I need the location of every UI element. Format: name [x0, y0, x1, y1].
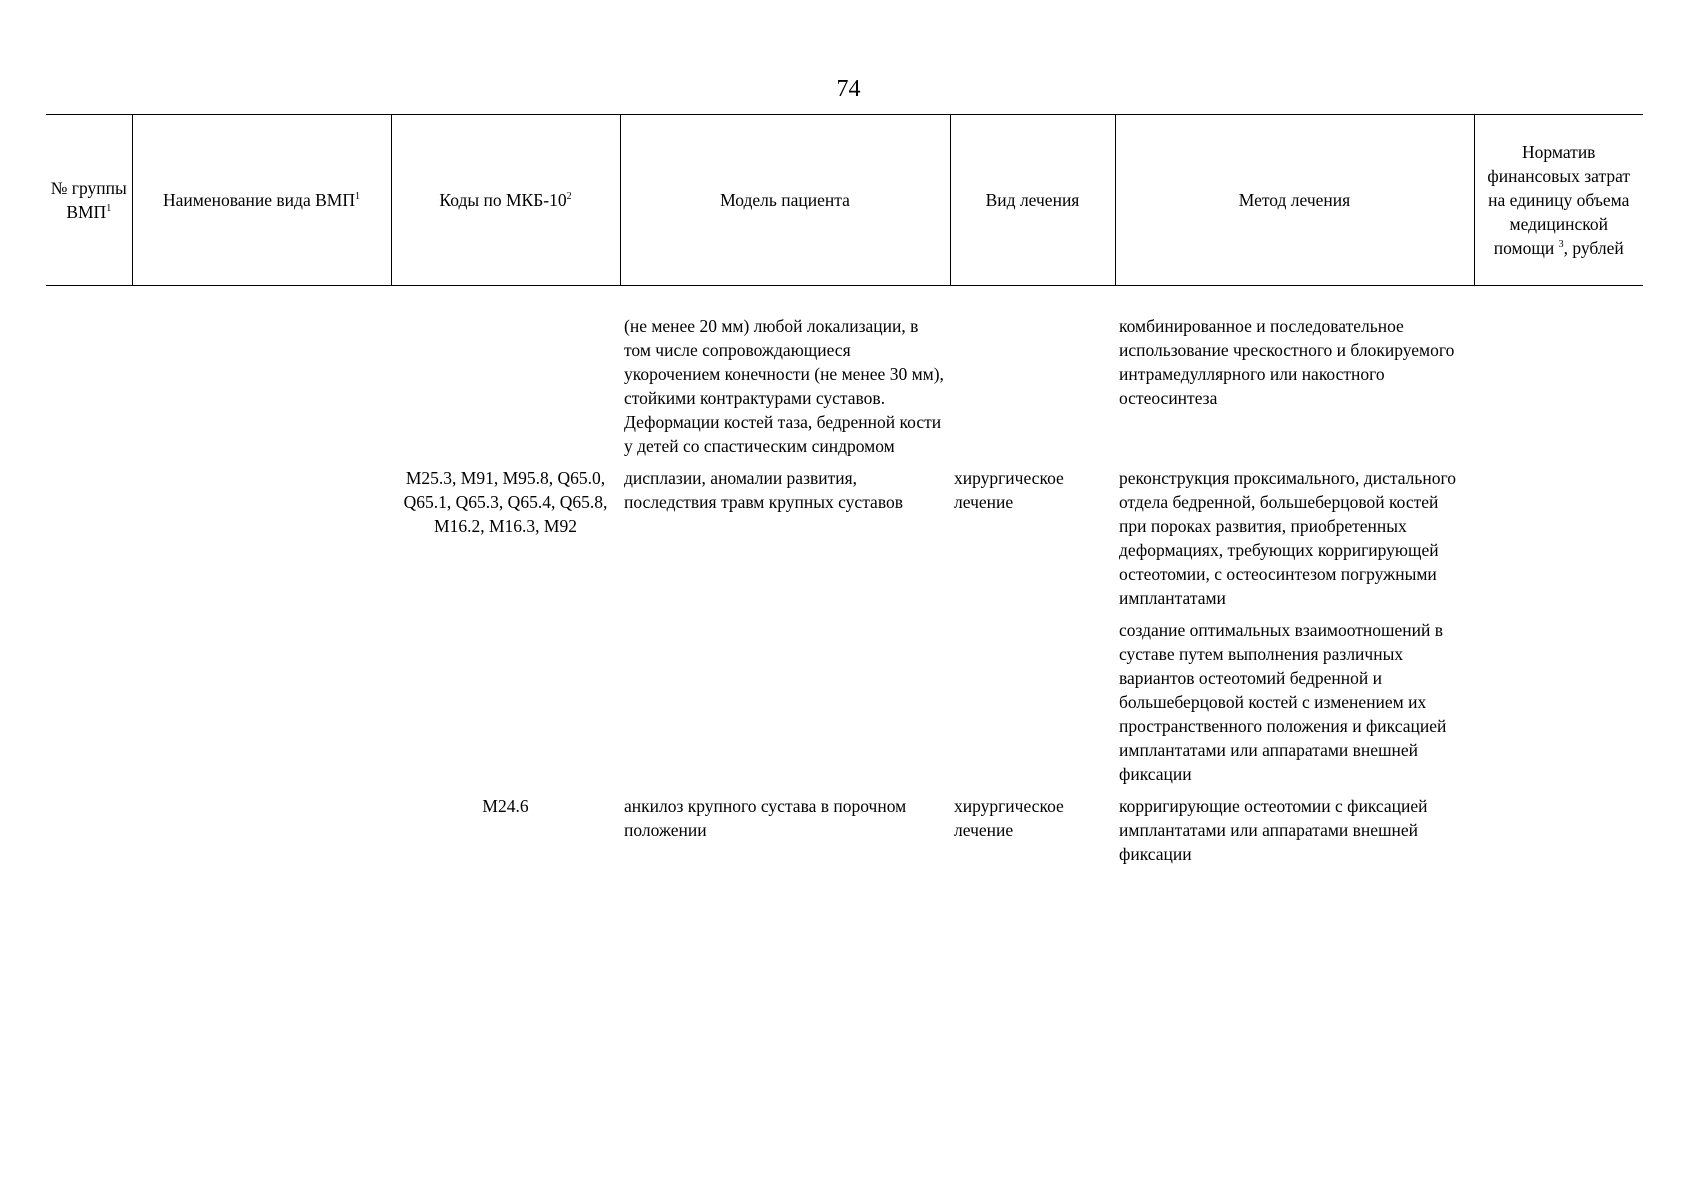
cell-group — [46, 466, 132, 618]
cell-group — [46, 618, 132, 794]
footnote-mark: 1 — [354, 191, 360, 203]
cell-codes — [391, 314, 620, 466]
cell-group — [46, 794, 132, 866]
footnote-mark: 1 — [106, 203, 112, 215]
header-vmp-name — [132, 115, 391, 286]
cell-treatment — [950, 618, 1115, 794]
cell-name — [132, 618, 391, 794]
cell-codes — [391, 618, 620, 794]
header-vmp-name-text: Наименование вида ВМП — [163, 190, 355, 210]
header-treatment-type — [950, 115, 1115, 286]
header-cost-standard-unit: , рублей — [1563, 238, 1624, 258]
header-treatment-method-text: Метод лечения — [1238, 190, 1351, 210]
cell-codes: M24.6 — [482, 796, 529, 816]
header-patient-model — [620, 115, 950, 286]
table-header — [46, 115, 1643, 286]
cell-name — [132, 794, 391, 866]
vmp-table — [46, 114, 1643, 866]
cell-model: (не менее 20 мм) любой локализации, в том числе сопровождающиеся укорочением конечности (не менее 30 мм), стойкими контрактурами суставов. Деформации костей таза, бедренной кости у детей со спастическим синдромом — [624, 316, 944, 456]
cell-name — [132, 466, 391, 618]
spacer-row — [46, 286, 1643, 315]
cell-cost — [1474, 466, 1643, 618]
cell-method: создание оптимальных взаимоотношений в суставе путем выполнения различных вариантов остеотомий бедренной и большеберцовой костей с изменением их пространственного положения и фиксацией имплантатами или аппаратами внешней фиксации — [1119, 620, 1447, 784]
cell-model: дисплазии, аномалии развития, последствия травм крупных суставов — [624, 468, 903, 512]
header-cost-standard — [1474, 115, 1643, 286]
footnote-mark: 2 — [566, 191, 572, 203]
cell-method: комбинированное и последовательное использование чрескостного и блокируемого интрамедуллярного или накостного остеосинтеза — [1119, 316, 1455, 408]
cell-treatment — [950, 314, 1115, 466]
cell-model: анкилоз крупного сустава в порочном положении — [624, 796, 907, 840]
cell-codes: M25.3, M91, M95.8, Q65.0, Q65.1, Q65.3, Q65.4, Q65.8, M16.2, M16.3, M92 — [403, 468, 608, 536]
header-treatment-method — [1115, 115, 1474, 286]
header-patient-model-text: Модель пациента — [720, 190, 850, 210]
table-row — [46, 618, 1643, 794]
cell-treatment: хирургическое лечение — [954, 796, 1064, 840]
table-row — [46, 314, 1643, 466]
cell-group — [46, 314, 132, 466]
cell-method: реконструкция проксимального, дистального отдела бедренной, большеберцовой костей при пороках развития, приобретенных деформациях, требующих корригирующей остеотомии, с остеосинтезом погружными имплантатами — [1119, 468, 1456, 608]
table-row — [46, 794, 1643, 866]
header-icd-codes-text: Коды по МКБ-10 — [439, 190, 567, 210]
header-group-number-text: № группы ВМП — [50, 178, 127, 222]
cell-name — [132, 314, 391, 466]
page-number: 74 — [836, 76, 861, 102]
cell-treatment: хирургическое лечение — [954, 468, 1064, 512]
header-treatment-type-text: Вид лечения — [985, 190, 1080, 210]
header-group-number — [46, 115, 132, 286]
header-cost-standard-text: Норматив финансовых затрат на единицу объема медицинской помощи — [1487, 142, 1631, 258]
cell-method: корригирующие остеотомии с фиксацией имплантатами или аппаратами внешней фиксации — [1119, 796, 1428, 864]
cell-cost — [1474, 314, 1643, 466]
header-icd-codes — [391, 115, 620, 286]
cell-model — [620, 618, 950, 794]
footnote-mark: 3 — [1558, 239, 1564, 251]
header-row — [46, 115, 1643, 286]
cell-cost — [1474, 794, 1643, 866]
table-row — [46, 466, 1643, 618]
cell-cost — [1474, 618, 1643, 794]
table-body — [46, 286, 1643, 867]
spacer-cell — [46, 286, 1643, 315]
